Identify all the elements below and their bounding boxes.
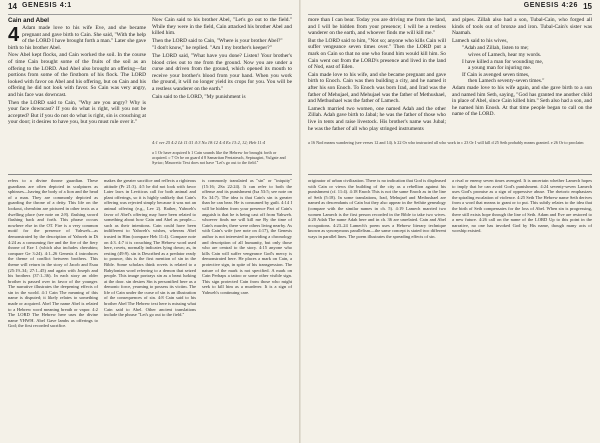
scripture-paragraph: The LORD said, "What have you done? Listen! Your brother's blood cries out to me from the ground. Now you are under a curse and driven from the ground, which opened its mouth to receive your brother's blood from your hand. When you work the ground, it will no longer yield its crops for you. You will be a restless wanderer on the earth." xyxy=(152,52,292,92)
scripture-paragraph: Adam made love to his wife again, and she gave birth to a son and named him Seth, saying, "God has granted me another child in place of Abel, since Cain killed him." Seth also had a son, and he named him Enosh. At that time people began to call on the name of the LORD. xyxy=(452,84,592,118)
left-running-head: GENESIS 4:1 xyxy=(22,2,72,9)
chapter-number: 4 xyxy=(8,24,20,46)
study-notes-column-2: makes the greater sacrifice and reflects a righteous attitude (Pr 21:3). 4:5 he did not look with favor Later laws in Leviticus call for both animal and plant offerings, so it is highly unlikely that Cain's offering was rejected simply because it was not an animal offering (e.g., Lev 2). Rather, Yahweh's favor of Abel's offering may have been related to something about how Cain and Abel as people—such as their intentions. Cain could have been indifferent to Yahweh's wishes, whereas Abel trusted in Him (compare Heb 11:4). Compare note on 4:3. 4:7 it is crouching The Hebrew word used here, rovets, normally indicates lying down; as, in resting (49:9). sin is Described as a predator ready to pounce, this is the first mention of sin in the Bible. Some scholars think rovets is related to a Babylonian word referring to a demon that seized people. This image portrays sin as a beast lurking at the door. sin desires Sin is personified here as a demonic force, yearning to possess its victim. The life of Cain under the curse of sin is an illustration of the consequences of sin. 4:8 Cain said to his brother Abel The Hebrew text here is missing what Cain said to Abel. Other ancient translations include the phrase "Let's go out to the field." xyxy=(104,178,196,318)
left-running-header xyxy=(8,2,292,14)
study-notes-column-3: is commonly translated as "sin" or "iniquity" (15:16; 2Sa 22:24). It can refer to both the offense and its punishment (Isa 53:5; see note on Ex 34:7). The idea is that Cain's sin is greater than he can bear. He is consumed by guilt. 4:14 I will be hidden from your presence Part of Cain's anguish is that he is being cast off from Yahweh. whoever finds me will kill me By the time of Cain's murder, there were others living nearby. As with Cain's wife (see note on 4:17), the Genesis author is not interested in providing a chronology and description of all humanity, but only those who are central to the story. 4:15 anyone who kills Cain will suffer vengeance God's mercy is demonstrated here. He places a mark on Cain, a protective sign, in spite of his transgression. The nature of the mark is not specified. A mark on Cain Perhaps a tattoo or some other visible sign. This sign protected Cain from those who might seek to kill him as a murderer. It is a sign of Yahweh's continuing care. xyxy=(202,178,292,295)
notes-divider xyxy=(8,174,292,175)
scripture-paragraph: Cain said to the LORD, "My punishment is xyxy=(152,93,246,100)
header-rule xyxy=(8,14,292,15)
scripture-paragraph: and pipes. Zillah also had a son, Tubal-Cain, who forged all kinds of tools out of bronze and iron. Tubal-Cain's sister was Naamah. xyxy=(452,17,592,37)
scripture-paragraph: Now Cain said to his brother Abel, "Let's go out to the field." While they were in the field, Cain attacked his brother Abel and killed him. xyxy=(152,17,292,37)
notes-divider xyxy=(308,174,592,175)
cross-references: 4:1 ver 25 4:2 Lk 11:51 4:3 Nu 18:12 4:4 Ex 13:2, 12; Heb 11:4 xyxy=(152,140,266,145)
footnotes: a 1 Or have acquired b 1 Cain sounds like the Hebrew for brought forth or acquired. c 7 Or be on guard d 8 Samaritan Pentateuch, Septuagint, Vulgate and Syriac; Masoretic Text does not have "Let's go out to the field." xyxy=(152,150,286,166)
left-page-number: 14 xyxy=(8,2,17,11)
poem-line: I have killed a man for wounding me, xyxy=(462,58,544,65)
poem-line: a young man for injuring me. xyxy=(468,65,532,72)
scripture-paragraph: Now Abel kept flocks, and Cain worked the soil. In the course of time Cain brought some of the fruits of the soil as an offering to the LORD. And Abel also brought an offering—fat portions from some of the firstborn of his flock. The LORD looked with favor on Abel and his offering, but on Cain and his offering he did not look with favor. So Cain was very angry, and his face was downcast. xyxy=(8,52,146,98)
scripture-paragraph: Cain made love to his wife, and she became pregnant and gave birth to Enoch. Cain was then building a city, and he named it after his son Enoch. To Enoch was born Irad, and Irad was the father of Mehujael, and Mehujael was the father of Methushael, and Methushael was the father of Lamech. xyxy=(308,71,446,105)
section-heading: Cain and Abel xyxy=(8,17,50,24)
study-notes-column-1: originator of urban civilization. There is no indication that God is displeased with Cain or views the building of the city as a rebellion against his punishment (cf. 11:4). 4:18 Enoch This is not the same Enoch as in the line of Seth (5:18). In some translations, Irad, Mehujael and Methushael are named as descendants of Cain but they also appear in the Sethite genealogy (compare with the similar names in ch. 5). 4:19 Lamech married two women Lamech is the first person recorded in the Bible to take two wives. 4:20 Adah The name Adah here and in ch. 36 are unrelated. Cain and Abel occupations. 4:23–24 Lamech's poem uses a Hebrew literary technique known as synonymous parallelism—the same concept is stated two different ways in parallel lines. The poem illustrates the spreading effects of sin. xyxy=(308,178,446,239)
scripture-column-2 xyxy=(152,17,292,101)
study-notes-column-2: a rival or enemy seven times avenged. It is uncertain whether Lamech hopes to imply that he can avoid God's punishment. 4:24 seventy-seven Lamech uses God's promise as a sign of oppressive abuse. The rhetoric emphasizes the spiraling escalation of violence. 4:25 Seth The Hebrew name Seth derives from a word that means to grant or to put. This subtly relates to the idea that the birth of Seth compensates for the loss of Abel. When sin is progressing, there still exists hope through the line of Seth. Adam and Eve are restored to a new future. 4:26 call on the name of the LORD Up to this point in the narrative, no one has invoked God by His name, though many acts of worship existed. xyxy=(452,178,592,234)
right-running-header xyxy=(308,2,592,14)
scripture-column-1 xyxy=(308,17,446,133)
poem-line: wives of Lamech, hear my words. xyxy=(468,51,542,58)
study-notes-column-1: refers to a divine throne guardian. These guardians are often depicted in sculptures as sphinxes—having the body of a lion and the head of a man. They are commonly depicted as guarding the throne of a deity. This life on the lookout, cherubim are pictured in other texts as a dwelling place (see note on 2:8). flashing sword flashing back and forth. This phrase occurs nowhere else in the OT. Fire is a very common motif for the presence of Yahweh—as demonstrated by the description of Yahweh in Dt 4:24 as a consuming fire and the fire of the fiery throne of Eze 1 (which also includes cherubim; compare Ge 3:24). 4:1–26 Genesis 4 introduces the theme of conflict between brothers. This theme will return in the story of Jacob and Esau (25:19–34; 27:1–45) and again with Joseph and his brothers (37:1–36). In each story an older brother is passed over in favor of the younger. The narrative illustrates the deepening effects of sin in the world. 4:1 Cain The meaning of this name is disputed; it likely relates to something made or acquired. Abel The name Abel is related to a Hebrew word meaning breath or vapor. 4:2 The LORD The Hebrew here uses the divine name YHWH. Abel Gave lambs as offerings to God; the first recorded sacrifice. xyxy=(8,178,98,329)
poem xyxy=(452,45,592,85)
header-rule xyxy=(308,14,592,15)
scripture-paragraph: Adam made love to his wife Eve, and she became pregnant and gave birth to Cain. She said, "With the help of the LORD I have brought forth a man." Later she gave birth to his brother Abel. xyxy=(8,25,146,51)
scripture-column-1 xyxy=(8,17,146,127)
scripture-paragraph: Lamech married two women, one named Adah and the other Zillah. Adah gave birth to Jabal; he was the father of those who live in tents and raise livestock. His brother's name was Jubal; he was the father of all who play stringed instruments xyxy=(308,105,446,132)
scripture-paragraph: But the LORD said to him, "Not so; anyone who kills Cain will suffer vengeance seven times over." Then the LORD put a mark on Cain so that no one who found him would kill him. So Cain went out from the LORD's presence and lived in the land of Nod, east of Eden. xyxy=(308,37,446,71)
poem-line: If Cain is avenged seven times, xyxy=(462,71,530,78)
right-page xyxy=(300,0,600,443)
scripture-paragraph: Lamech said to his wives, xyxy=(452,37,508,44)
poem-line: then Lamech seventy-seven times." xyxy=(468,78,545,85)
scripture-paragraph: Then the LORD said to Cain, "Why are you angry? Why is your face downcast? If you do what is right, will you not be accepted? But if you do not do what is right, sin is crouching at your door; it desires to have you, but you must rule over it." xyxy=(8,99,146,126)
footnotes: a 16 Nod means wandering (see verses 12 and 14). b 22 Or who instructed all who work in c 23 Or I will kill d 25 Seth probably means granted. e 26 Or to proclaim xyxy=(308,140,584,145)
scripture-paragraph: more than I can bear. Today you are driving me from the land, and I will be hidden from your presence; I will be a restless wanderer on the earth, and whoever finds me will kill me." xyxy=(308,17,446,37)
scripture-paragraph: "I don't know," he replied. "Am I my brother's keeper?" xyxy=(152,45,272,52)
scripture-column-2 xyxy=(452,17,592,119)
right-page-number: 15 xyxy=(583,2,592,11)
right-running-head: GENESIS 4:26 xyxy=(523,2,578,9)
poem-line: "Adah and Zillah, listen to me; xyxy=(462,45,529,52)
scripture-paragraph: Then the LORD said to Cain, "Where is your brother Abel?" xyxy=(152,37,283,44)
